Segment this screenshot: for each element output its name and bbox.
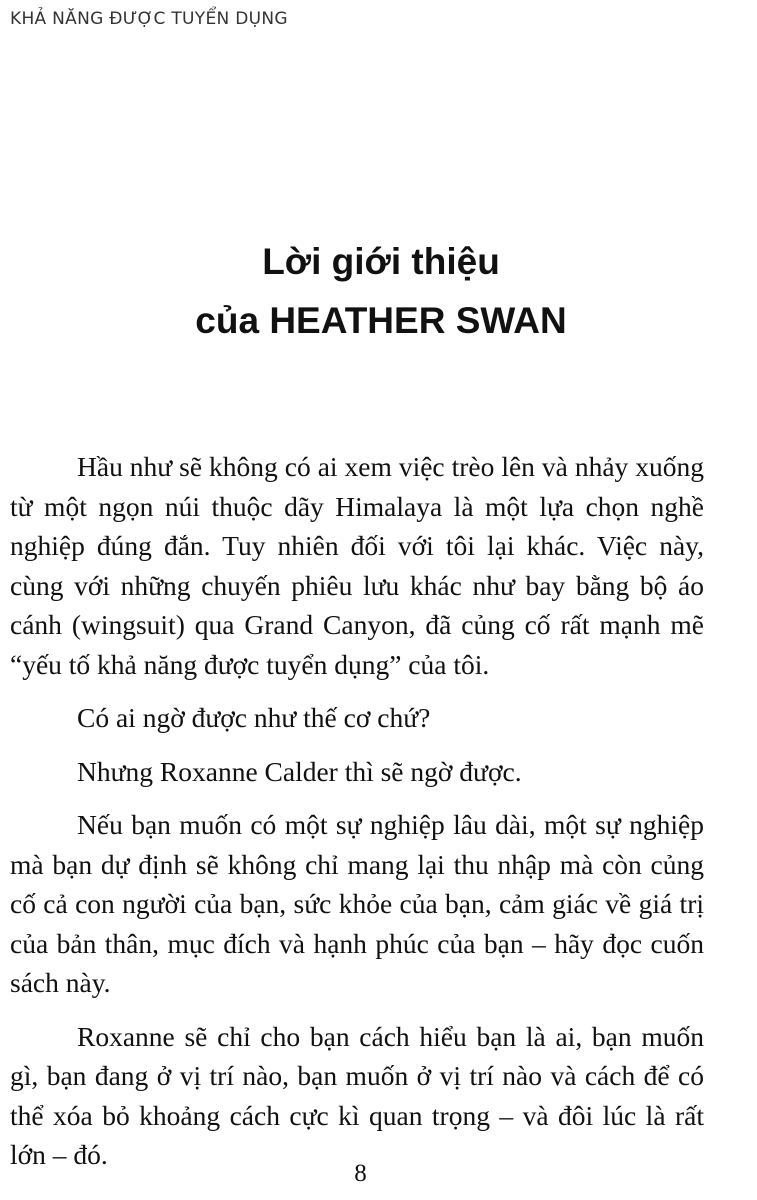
body-text — [10, 447, 704, 1189]
chapter-title-line-1: Lời giới thiệu — [262, 241, 500, 282]
paragraph-1: Hầu như sẽ không có ai xem việc trèo lên và nhảy xuống từ một ngọn núi thuộc dãy Himalaya là một lựa chọn nghề nghiệp đúng đắn. Tuy nhiên đối với tôi lại khác. Việc này, cùng với những chuyến phiêu lưu khác như bay bằng bộ áo cánh (wingsuit) qua Grand Canyon, đã củng cố rất mạnh mẽ “yếu tố khả năng được tuyển dụng” của tôi. — [10, 451, 704, 680]
running-header: KHẢ NĂNG ĐƯỢC TUYỂN DỤNG — [10, 9, 288, 29]
chapter-title-line-2: của HEATHER SWAN — [195, 300, 567, 341]
paragraph-5: Roxanne sẽ chỉ cho bạn cách hiểu bạn là ai, bạn muốn gì, bạn đang ở vị trí nào, bạn muốn ở vị trí nào và cách để có thể xóa bỏ khoảng cách cực kì quan trọng – và đôi lúc là rất lớn – đó. — [10, 1020, 704, 1170]
page-number: 8 — [354, 1160, 367, 1187]
paragraph-2: Có ai ngờ được như thế cơ chứ? — [77, 702, 431, 733]
chapter-title — [0, 232, 757, 350]
paragraph-3: Nhưng Roxanne Calder thì sẽ ngờ được. — [77, 755, 522, 787]
paragraph-4: Nếu bạn muốn có một sự nghiệp lâu dài, một sự nghiệp mà bạn dự định sẽ không chỉ mang lại thu nhập mà còn củng cố cả con người của bạn, sức khỏe của bạn, cảm giác về giá trị của bản thân, mục đích và hạnh phúc của bạn – hãy đọc cuốn sách này. — [10, 809, 704, 998]
